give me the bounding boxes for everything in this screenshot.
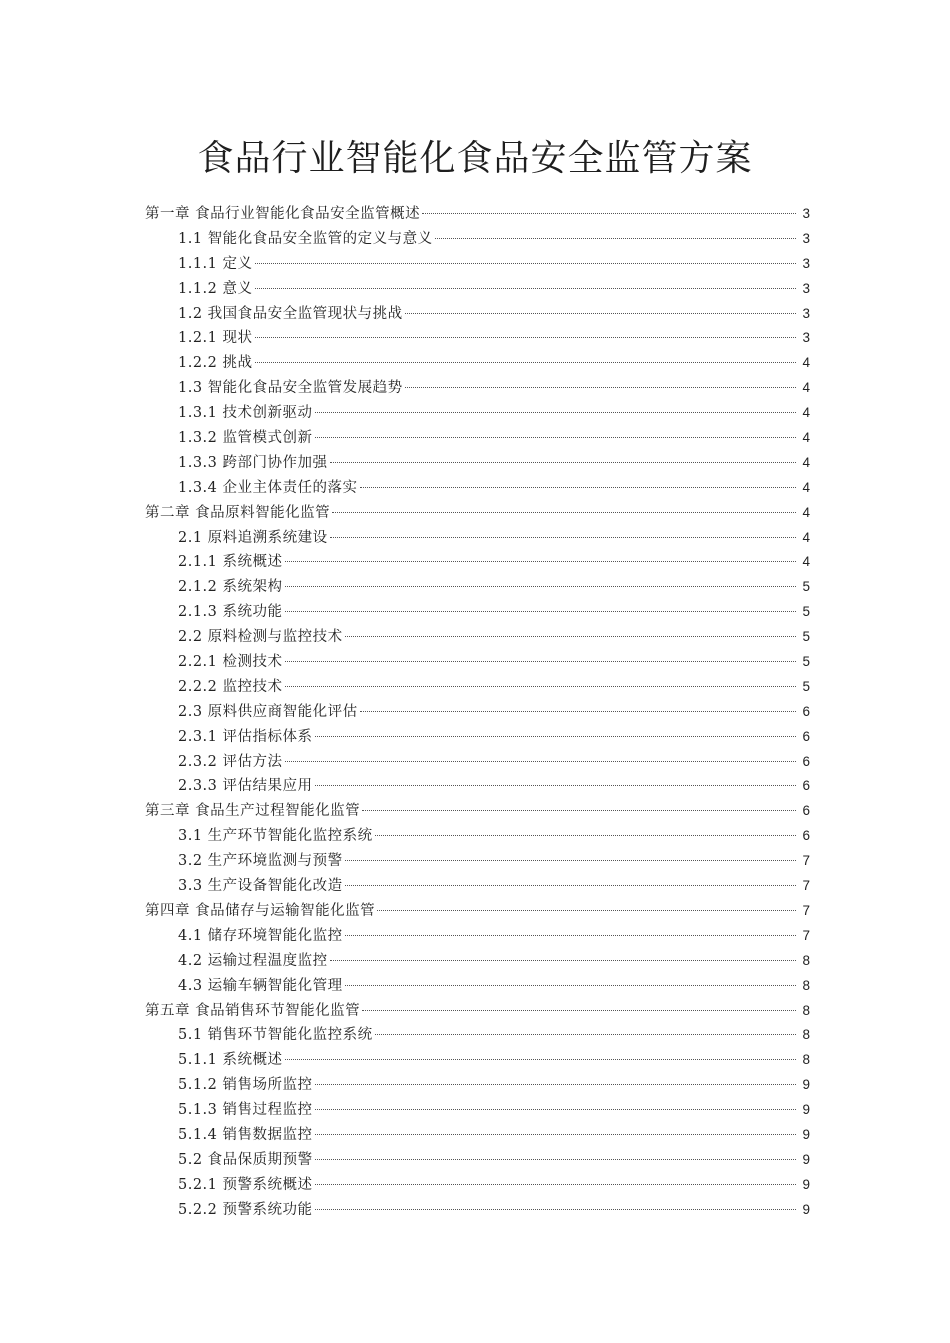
toc-entry[interactable]	[145, 1098, 810, 1123]
toc-entry-page-number: 5	[802, 579, 810, 595]
toc-entry[interactable]	[145, 476, 810, 501]
toc-dot-leader	[405, 387, 796, 388]
toc-dot-leader	[345, 985, 796, 986]
toc-entry-page-number: 9	[802, 1201, 810, 1217]
toc-entry-page-number: 4	[802, 380, 810, 396]
toc-entry-page-number: 3	[802, 280, 810, 296]
toc-entry[interactable]	[145, 974, 810, 999]
toc-entry-page-number: 4	[802, 430, 810, 446]
toc-dot-leader	[362, 1010, 796, 1011]
toc-entry-label: 第四章 食品储存与运输智能化监管	[145, 902, 376, 919]
toc-entry-label: 第一章 食品行业智能化食品安全监管概述	[145, 206, 421, 222]
toc-dot-leader	[332, 512, 796, 513]
toc-entry[interactable]	[145, 451, 810, 476]
toc-entry-label: 2.2.2 监控技术	[178, 678, 283, 695]
toc-entry-page-number: 8	[802, 977, 810, 993]
toc-entry-label: 5.1.3 销售过程监控	[178, 1102, 313, 1119]
toc-entry-label: 3.1 生产环节智能化监控系统	[178, 828, 373, 845]
toc-entry-label: 3.3 生产设备智能化改造	[178, 878, 343, 895]
toc-entry[interactable]	[145, 1148, 810, 1173]
toc-entry-label: 1.2 我国食品安全监管现状与挑战	[178, 305, 403, 322]
toc-entry-page-number: 6	[802, 703, 810, 719]
toc-entry-label: 5.1.2 销售场所监控	[178, 1077, 313, 1094]
toc-entry[interactable]	[145, 252, 810, 277]
toc-entry[interactable]	[145, 799, 810, 824]
toc-entry-page-number: 4	[802, 504, 810, 520]
toc-entry[interactable]	[145, 575, 810, 600]
toc-dot-leader	[345, 935, 796, 936]
toc-entry-label: 1.3.3 跨部门协作加强	[178, 454, 328, 471]
toc-entry-label: 1.1 智能化食品安全监管的定义与意义	[178, 230, 433, 247]
toc-entry-label: 4.1 储存环境智能化监控	[178, 927, 343, 944]
toc-entry-page-number: 5	[802, 604, 810, 620]
toc-entry-page-number: 4	[802, 355, 810, 371]
toc-dot-leader	[285, 611, 796, 612]
toc-entry-page-number: 3	[802, 330, 810, 346]
toc-dot-leader	[255, 362, 796, 363]
toc-dot-leader	[345, 636, 796, 637]
toc-entry[interactable]	[145, 899, 810, 924]
toc-entry-page-number: 4	[802, 554, 810, 570]
toc-entry-page-number: 4	[802, 405, 810, 421]
toc-entry-label: 2.3.2 评估方法	[178, 753, 283, 770]
toc-dot-leader	[315, 736, 796, 737]
toc-entry-page-number: 3	[802, 230, 810, 246]
toc-dot-leader	[375, 835, 796, 836]
toc-entry[interactable]	[145, 675, 810, 700]
toc-entry[interactable]	[145, 351, 810, 376]
toc-dot-leader	[315, 1134, 796, 1135]
toc-entry-label: 5.1 销售环节智能化监控系统	[178, 1027, 373, 1044]
toc-dot-leader	[255, 337, 796, 338]
toc-entry[interactable]	[145, 924, 810, 949]
toc-entry-label: 2.1.1 系统概述	[178, 554, 283, 571]
toc-entry-label: 1.3.1 技术创新驱动	[178, 405, 313, 422]
document-title: 食品行业智能化食品安全监管方案	[197, 138, 753, 179]
toc-dot-leader	[360, 711, 796, 712]
toc-entry[interactable]	[145, 849, 810, 874]
toc-entry-page-number: 7	[802, 853, 810, 869]
toc-entry[interactable]	[145, 1048, 810, 1073]
toc-dot-leader	[285, 761, 796, 762]
toc-entry-page-number: 8	[802, 1052, 810, 1068]
toc-entry-label: 1.3.4 企业主体责任的落实	[178, 479, 358, 496]
toc-dot-leader	[315, 1209, 796, 1210]
toc-entry-label: 5.1.1 系统概述	[178, 1052, 283, 1069]
toc-entry-label: 第二章 食品原料智能化监管	[145, 504, 331, 521]
toc-dot-leader	[315, 437, 796, 438]
toc-entry[interactable]	[145, 550, 810, 575]
toc-entry-label: 1.2.2 挑战	[178, 355, 253, 372]
toc-dot-leader	[377, 910, 796, 911]
toc-entry[interactable]	[145, 1123, 810, 1148]
toc-dot-leader	[345, 860, 796, 861]
toc-entry-label: 1.3.2 监管模式创新	[178, 430, 313, 447]
toc-entry-page-number: 6	[802, 828, 810, 844]
toc-entry[interactable]	[145, 326, 810, 351]
toc-dot-leader	[362, 810, 796, 811]
toc-entry[interactable]	[145, 1073, 810, 1098]
toc-entry-label: 5.2.1 预警系统概述	[178, 1176, 313, 1193]
toc-entry-page-number: 6	[802, 728, 810, 744]
toc-dot-leader	[285, 1059, 796, 1060]
toc-entry-page-number: 7	[802, 902, 810, 918]
toc-entry-page-number: 9	[802, 1176, 810, 1192]
toc-entry-page-number: 6	[802, 778, 810, 794]
toc-entry-label: 2.3 原料供应商智能化评估	[178, 703, 358, 720]
toc-entry[interactable]	[145, 302, 810, 327]
toc-entry-page-number: 8	[802, 1027, 810, 1043]
toc-entry[interactable]	[145, 700, 810, 725]
toc-dot-leader	[315, 1084, 796, 1085]
toc-dot-leader	[315, 1109, 796, 1110]
toc-entry[interactable]	[145, 725, 810, 750]
toc-entry[interactable]	[145, 999, 810, 1024]
toc-dot-leader	[315, 1184, 796, 1185]
toc-entry-page-number: 8	[802, 1002, 810, 1018]
toc-entry-label: 1.3 智能化食品安全监管发展趋势	[178, 380, 403, 397]
toc-entry-page-number: 4	[802, 529, 810, 545]
toc-entry-page-number: 5	[802, 654, 810, 670]
toc-entry-label: 1.2.1 现状	[178, 330, 253, 347]
toc-entry-page-number: 5	[802, 629, 810, 645]
toc-entry[interactable]	[145, 949, 810, 974]
toc-entry[interactable]	[145, 1173, 810, 1198]
toc-entry[interactable]	[145, 401, 810, 426]
toc-entry[interactable]	[145, 526, 810, 551]
toc-entry-page-number: 6	[802, 803, 810, 819]
toc-entry[interactable]	[145, 874, 810, 899]
toc-dot-leader	[330, 960, 796, 961]
toc-entry-label: 第三章 食品生产过程智能化监管	[145, 803, 361, 820]
toc-entry-page-number: 4	[802, 454, 810, 470]
toc-entry-page-number: 4	[802, 479, 810, 495]
toc-entry-label: 5.2.2 预警系统功能	[178, 1201, 313, 1218]
toc-dot-leader	[330, 537, 796, 538]
toc-entry-label: 1.1.1 定义	[178, 255, 253, 272]
toc-entry-page-number: 7	[802, 878, 810, 894]
toc-dot-leader	[422, 213, 796, 214]
toc-dot-leader	[255, 288, 796, 289]
toc-entry-page-number: 3	[802, 206, 810, 221]
toc-dot-leader	[315, 1159, 796, 1160]
toc-entry[interactable]	[145, 600, 810, 625]
toc-dot-leader	[285, 686, 796, 687]
toc-entry-label: 4.2 运输过程温度监控	[178, 952, 328, 969]
toc-entry-page-number: 7	[802, 927, 810, 943]
toc-entry[interactable]	[145, 376, 810, 401]
toc-entry-label: 2.2.1 检测技术	[178, 654, 283, 671]
toc-dot-leader	[285, 661, 796, 662]
toc-entry[interactable]	[145, 774, 810, 799]
toc-dot-leader	[360, 487, 796, 488]
toc-entry-label: 第五章 食品销售环节智能化监管	[145, 1002, 361, 1019]
toc-entry-label: 5.1.4 销售数据监控	[178, 1126, 313, 1143]
toc-entry-page-number: 9	[802, 1151, 810, 1167]
toc-entry-label: 2.2 原料检测与监控技术	[178, 629, 343, 646]
toc-dot-leader	[285, 561, 796, 562]
toc-dot-leader	[330, 462, 796, 463]
toc-entry[interactable]	[145, 227, 810, 252]
toc-entry-label: 2.1.2 系统架构	[178, 579, 283, 596]
toc-entry-page-number: 6	[802, 753, 810, 769]
toc-entry-label: 2.1.3 系统功能	[178, 604, 283, 621]
toc-entry[interactable]	[145, 1198, 810, 1223]
toc-entry-page-number: 3	[802, 305, 810, 321]
toc-entry[interactable]	[145, 750, 810, 775]
toc-entry[interactable]	[145, 1023, 810, 1048]
toc-entry-page-number: 9	[802, 1077, 810, 1093]
toc-entry-label: 2.1 原料追溯系统建设	[178, 529, 328, 546]
toc-entry-page-number: 9	[802, 1102, 810, 1118]
toc-dot-leader	[435, 238, 796, 239]
toc-entry-label: 2.3.1 评估指标体系	[178, 728, 313, 745]
toc-entry[interactable]	[145, 426, 810, 451]
toc-entry[interactable]	[145, 202, 810, 227]
toc-entry-page-number: 9	[802, 1126, 810, 1142]
toc-dot-leader	[345, 885, 796, 886]
toc-entry-label: 1.1.2 意义	[178, 280, 253, 297]
toc-entry[interactable]	[145, 625, 810, 650]
toc-entry-page-number: 8	[802, 952, 810, 968]
toc-dot-leader	[255, 263, 796, 264]
toc-dot-leader	[375, 1034, 796, 1035]
toc-entry[interactable]	[145, 824, 810, 849]
toc-dot-leader	[315, 412, 796, 413]
table-of-contents	[145, 202, 810, 1223]
toc-dot-leader	[315, 785, 796, 786]
toc-entry[interactable]	[145, 277, 810, 302]
toc-entry[interactable]	[145, 650, 810, 675]
toc-dot-leader	[285, 586, 796, 587]
toc-entry-page-number: 5	[802, 678, 810, 694]
toc-dot-leader	[405, 313, 796, 314]
toc-entry-label: 5.2 食品保质期预警	[178, 1151, 313, 1168]
toc-entry-label: 2.3.3 评估结果应用	[178, 778, 313, 795]
toc-entry-label: 3.2 生产环境监测与预警	[178, 853, 343, 870]
toc-entry-label: 4.3 运输车辆智能化管理	[178, 977, 343, 994]
toc-entry-page-number: 3	[802, 255, 810, 271]
toc-entry[interactable]	[145, 501, 810, 526]
